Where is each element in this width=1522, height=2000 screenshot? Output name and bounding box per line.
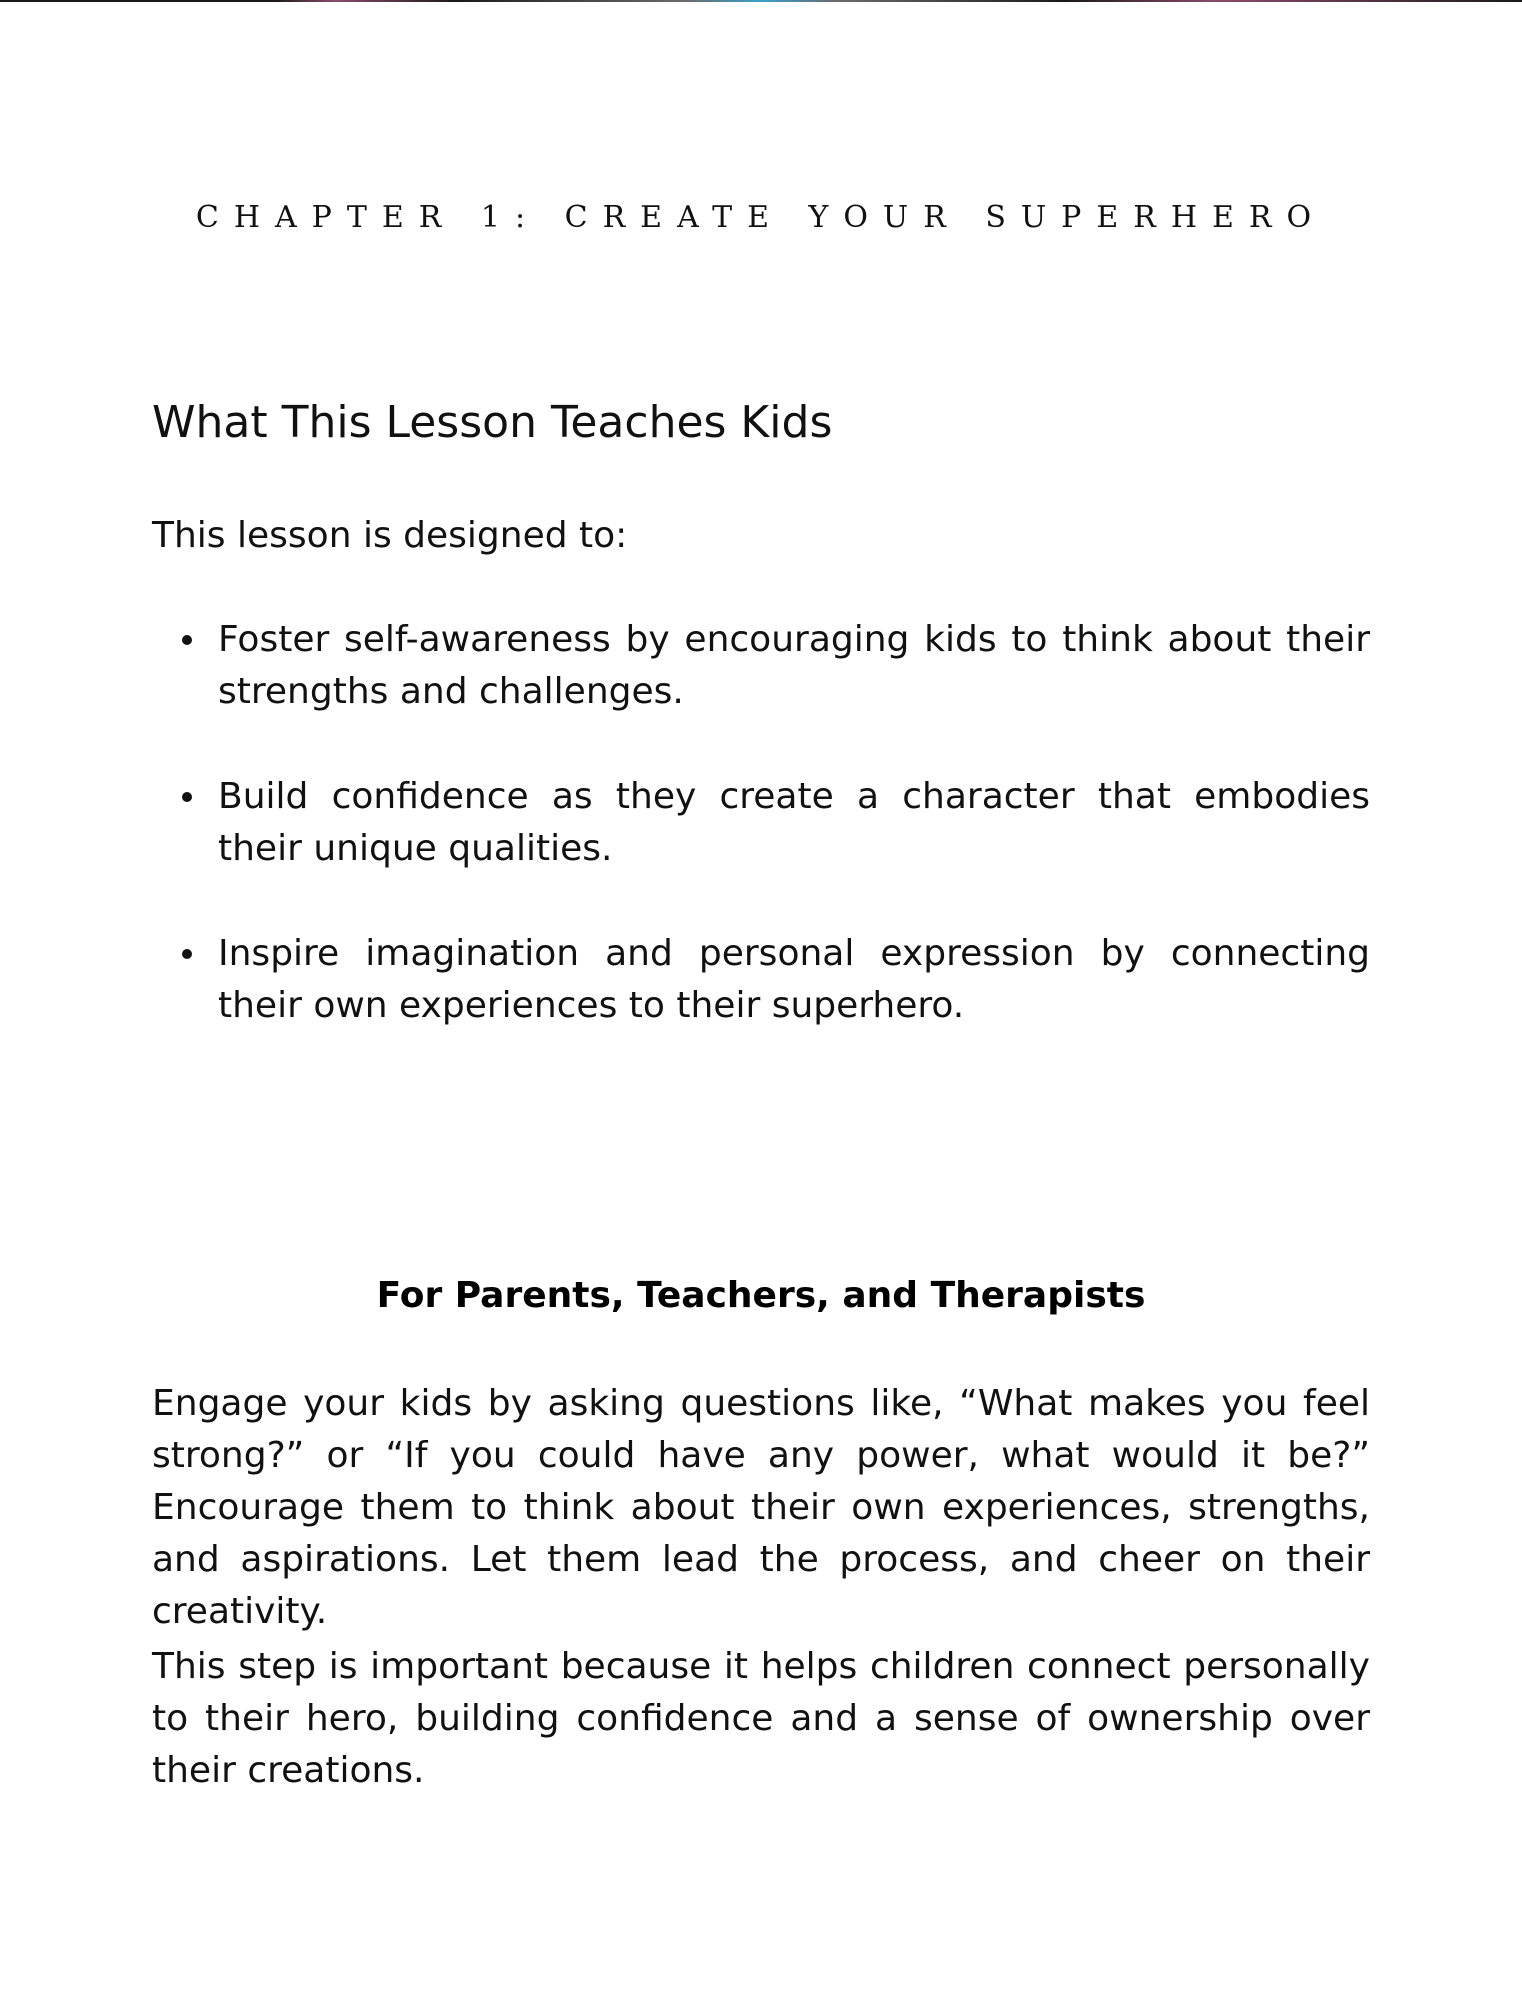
top-border-rule [0,0,1522,2]
lesson-heading: What This Lesson Teaches Kids [152,397,833,448]
list-item-text: Foster self-awareness by encouraging kids to think about their strengths and challenges. [218,619,1370,712]
chapter-title: CHAPTER 1: CREATE YOUR SUPERHERO [195,200,1327,235]
guidance-paragraph-2: This step is important because it helps children connect personally to their hero, building confidence and a sense of ownership over their creations. [152,1646,1370,1791]
list-item [152,928,1370,1032]
bullet-icon [182,949,192,959]
list-item [152,771,1370,875]
list-item-text: Inspire imagination and personal expression by connecting their own experiences to their superhero. [218,933,1370,1026]
bullet-icon [182,792,192,802]
guidance-paragraph-1: Engage your kids by asking questions like, “What makes you feel strong?” or “If you could have any power, what would it be?” Encourage them to think about their own experiences, strengths, and aspirations. Let them lead the process, and cheer on their creativity. [152,1383,1370,1632]
list-item [152,614,1370,718]
bullet-icon [182,635,192,645]
lesson-intro: This lesson is designed to: [152,515,628,556]
guidance-heading: For Parents, Teachers, and Therapists [376,1275,1146,1316]
lesson-goals-list [152,614,1370,1085]
list-item-text: Build confidence as they create a character that embodies their unique qualities. [218,776,1370,869]
